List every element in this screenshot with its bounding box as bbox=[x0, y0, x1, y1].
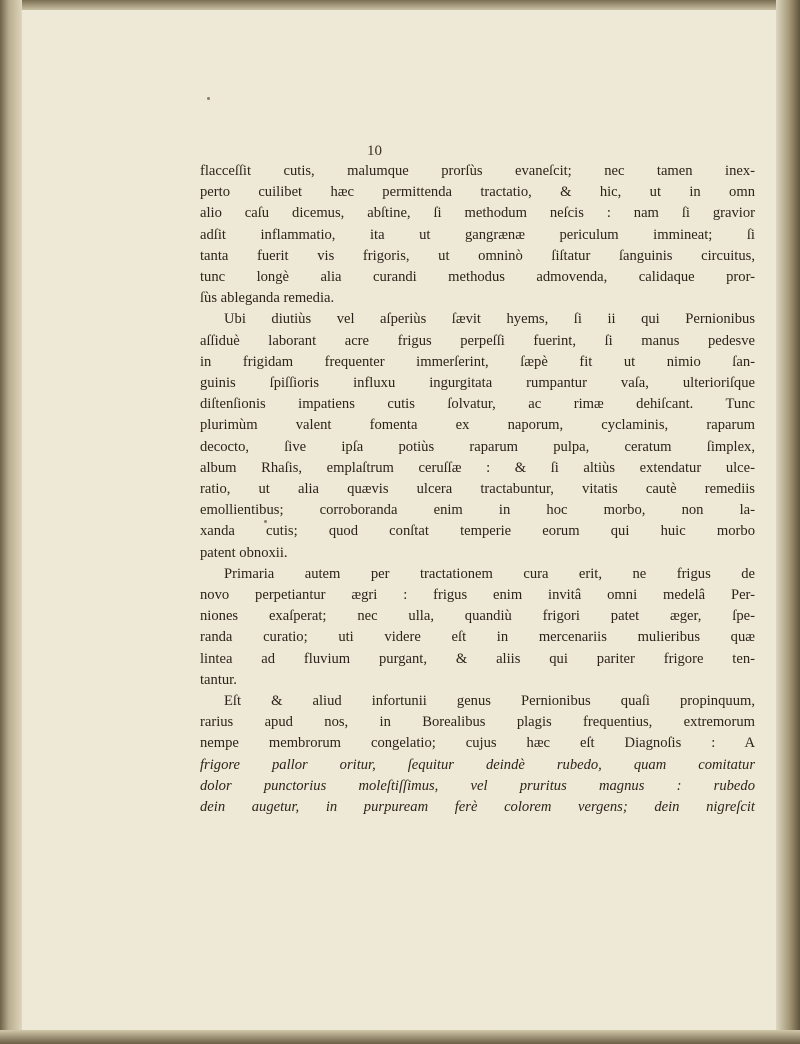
paragraph-first-line: Primaria autem per tractationem cura erit, ne frigus de bbox=[224, 565, 755, 582]
italic-text-line: frigore pallor oritur, ſequitur deindè rubedo, quam comitatur bbox=[200, 756, 755, 773]
text-line: rarius apud nos, in Borealibus plagis frequentius, extremorum bbox=[200, 714, 755, 731]
scan-edge-left bbox=[0, 0, 22, 1044]
text-line: xanda cutis; quod conſtat temperie eorum qui huic morbo bbox=[200, 523, 755, 540]
body-text bbox=[200, 161, 755, 818]
text-line: ratio, ut alia quævis ulcera tractabuntur, vitatis cautè remediis bbox=[200, 481, 755, 498]
text-line: decocto, ſive ipſa potiùs raparum pulpa, ceratum ſimplex, bbox=[200, 438, 755, 455]
text-line: tantur. bbox=[200, 671, 237, 688]
text-line: album Rhaſis, emplaſtrum ceruſſæ : & ſi altiùs extendatur ulce- bbox=[200, 459, 755, 476]
text-line: nempe membrorum congelatio; cujus hæc eſt Diagnoſis : A bbox=[200, 735, 755, 752]
text-line: tanta fuerit vis frigoris, ut omninò ſiſtatur ſanguinis circuitus, bbox=[200, 247, 755, 264]
scan-edge-top bbox=[0, 0, 800, 10]
text-line: in frigidam frequenter immerſerint, ſæpè fit ut nimio ſan- bbox=[200, 353, 755, 370]
text-line: plurimùm valent fomenta ex naporum, cyclaminis, raparum bbox=[200, 417, 755, 434]
scan-edge-right bbox=[776, 0, 800, 1044]
text-line: flacceſſit cutis, malumque prorſùs evaneſcit; nec tamen inex- bbox=[200, 163, 755, 179]
paper-speck bbox=[207, 97, 210, 100]
paragraph-first-line: Ubi diutiùs vel aſperiùs ſævit hyems, ſi ii qui Pernionibus bbox=[224, 311, 755, 328]
page-number: 10 bbox=[367, 143, 382, 159]
text-line: lintea ad fluvium purgant, & aliis qui pariter frigore ten- bbox=[200, 650, 755, 667]
scan-edge-bottom bbox=[0, 1030, 800, 1044]
text-line: novo perpetiantur ægri : frigus enim invitâ omni medelâ Per- bbox=[200, 587, 755, 604]
text-line: emollientibus; corroboranda enim in hoc morbo, non la- bbox=[200, 502, 755, 519]
text-line: randa curatio; uti videre eſt in mercenariis mulieribus quæ bbox=[200, 629, 755, 646]
text-line: ſùs ableganda remedia. bbox=[200, 290, 335, 307]
italic-text-line: dein augetur, in purpuream ferè colorem vergens; dein nigreſcit bbox=[200, 799, 755, 816]
text-line: guinis ſpiſſioris influxu ingurgitata rumpantur vaſa, ulterioriſque bbox=[200, 375, 755, 392]
text-line: aſſiduè laborant acre frigus perpeſſi fuerint, ſi manus pedesve bbox=[200, 332, 755, 349]
text-line: niones exaſperat; nec ulla, quandiù frigori patet æger, ſpe- bbox=[200, 608, 755, 625]
text-line: perto cuilibet hæc permittenda tractatio, & hic, ut in omn bbox=[200, 184, 755, 201]
text-line: patent obnoxii. bbox=[200, 544, 288, 561]
paragraph-first-line: Eſt & aliud infortunii genus Pernionibus quaſi propinquum, bbox=[224, 693, 755, 710]
text-line: tunc longè alia curandi methodus admovenda, calidaque pror- bbox=[200, 269, 755, 286]
text-line: alio caſu dicemus, abſtine, ſi methodum neſcis : nam ſi gravior bbox=[200, 205, 755, 222]
text-line: adſit inflammatio, ita ut gangrænæ periculum immineat; ſi bbox=[200, 226, 755, 243]
text-line: diſtenſionis impatiens cutis ſolvatur, ac rimæ dehiſcant. Tunc bbox=[200, 396, 755, 413]
italic-text-line: dolor punctorius moleſtiſſimus, vel pruritus magnus : rubedo bbox=[200, 777, 755, 794]
